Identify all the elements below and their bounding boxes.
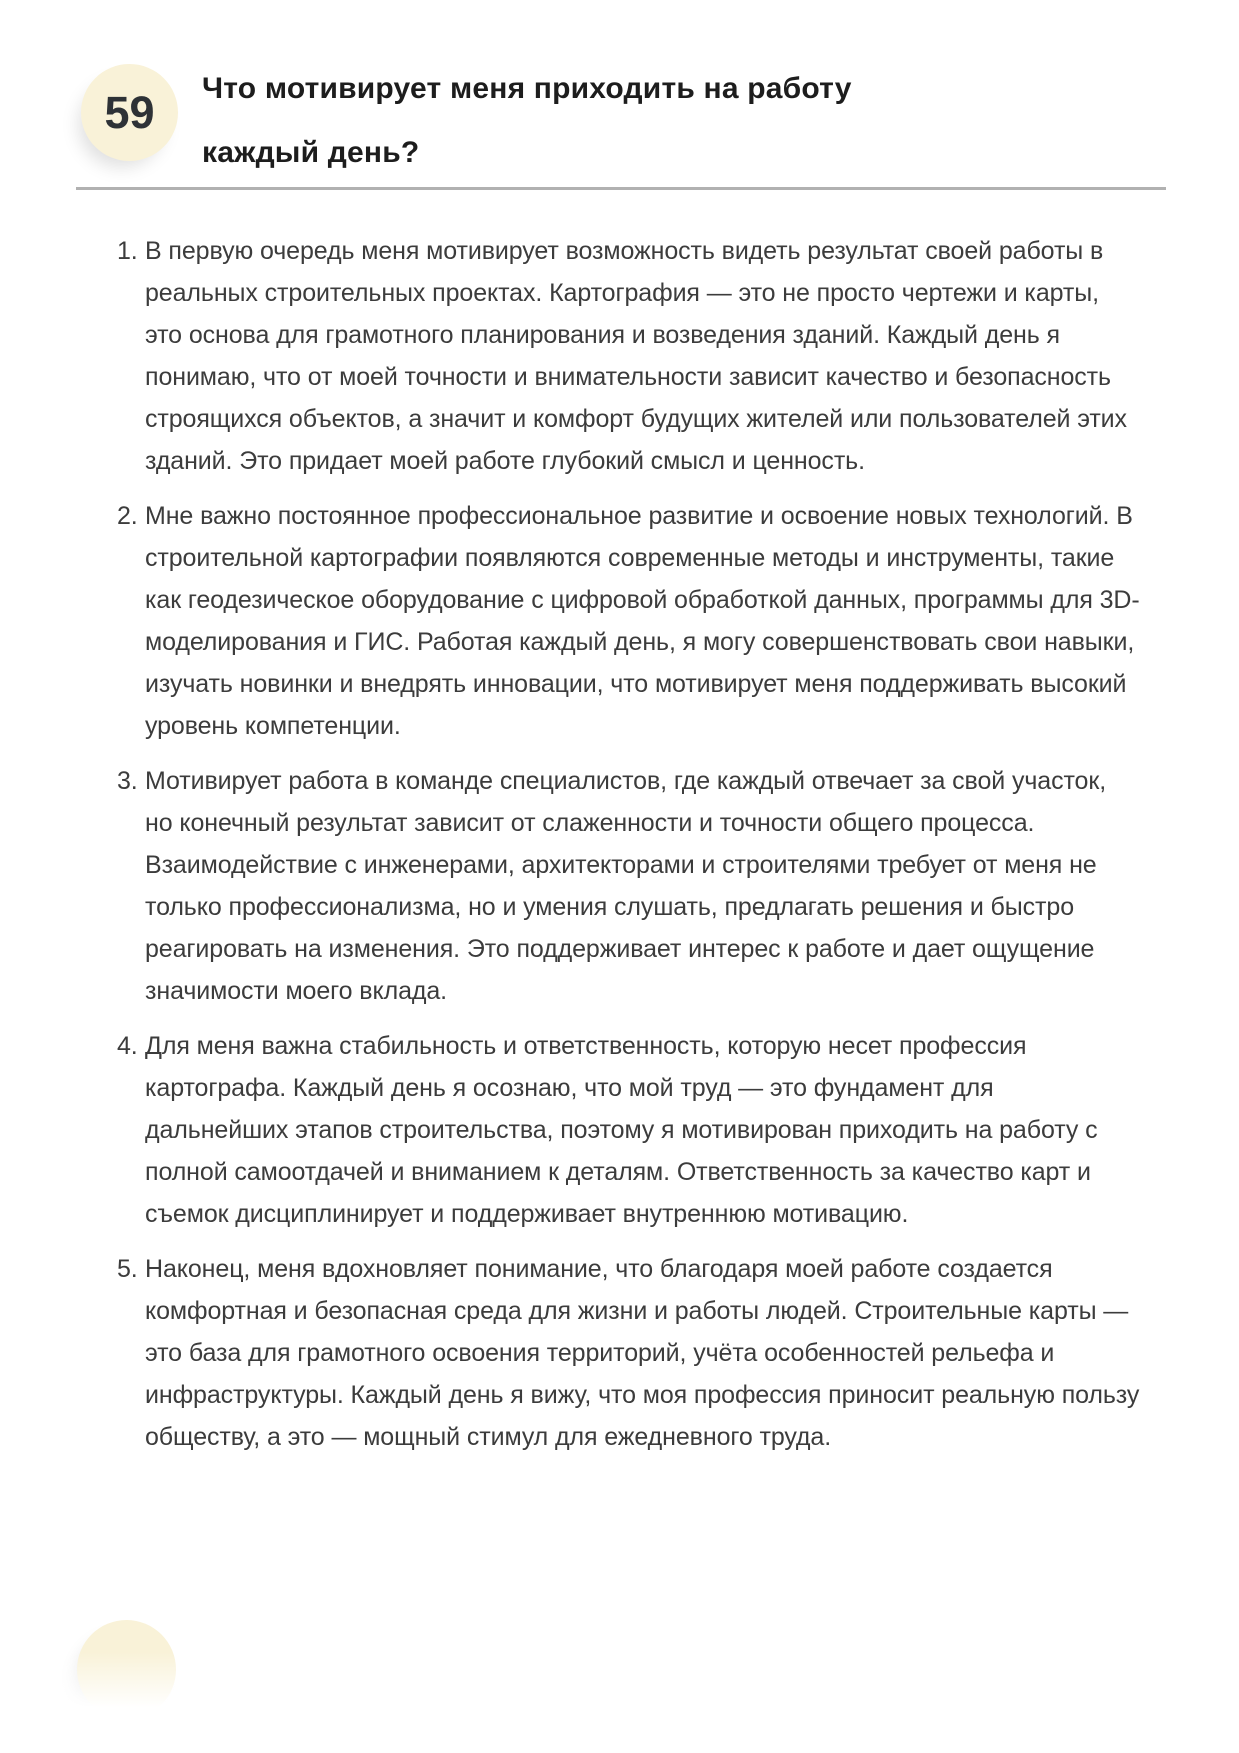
- header-divider: [76, 187, 1166, 190]
- question-title-line-2: каждый день?: [202, 136, 420, 169]
- answer-number: 4.: [117, 1032, 138, 1060]
- answers-list: [108, 230, 1140, 1471]
- bottom-fade-overlay: [40, 1652, 220, 1753]
- question-title-line-1: Что мотивирует меня приходить на работу: [202, 72, 852, 105]
- answer-number: 5.: [117, 1255, 138, 1283]
- answer-item-5: [108, 1248, 1140, 1458]
- answer-text: Для меня важна стабильность и ответственность, которую несет профессия картографа. Каждый день я осознаю, что мой труд — это фундамент для дальнейших этапов строительства, поэтому я мотивирован приходить на работу с полной самоотдачей и вниманием к деталям. Ответственность за качество карт и съемок дисциплинирует и поддерживает внутреннюю мотивацию.: [145, 1032, 1098, 1228]
- answer-number: 3.: [117, 767, 138, 795]
- question-title: [202, 57, 1132, 185]
- answer-item-2: [108, 495, 1140, 747]
- answer-text: В первую очередь меня мотивирует возможность видеть результат своей работы в реальных строительных проектах. Картография — это не просто чертежи и карты, это основа для грамотного планирования и возведения зданий. Каждый день я понимаю, что от моей точности и внимательности зависит качество и безопасность строящихся объектов, а значит и комфорт будущих жителей или пользователей этих зданий. Это придает моей работе глубокий смысл и ценность.: [145, 237, 1127, 475]
- answer-text: Наконец, меня вдохновляет понимание, что благодаря моей работе создается комфортная и безопасная среда для жизни и работы людей. Строительные карты — это база для грамотного освоения территорий, учёта особенностей рельефа и инфраструктуры. Каждый день я вижу, что моя профессия приносит реальную пользу обществу, а это — мощный стимул для ежедневного труда.: [145, 1255, 1140, 1451]
- answer-number: 2.: [117, 502, 138, 530]
- answer-item-3: [108, 760, 1140, 1012]
- answer-text: Мне важно постоянное профессиональное развитие и освоение новых технологий. В строительной картографии появляются современные методы и инструменты, такие как геодезическое оборудование с цифровой обработкой данных, программы для 3D-моделирования и ГИС. Работая каждый день, я могу совершенствовать свои навыки, изучать новинки и внедрять инновации, что мотивирует меня поддерживать высокий уровень компетенции.: [145, 502, 1140, 740]
- answer-number: 1.: [117, 237, 138, 265]
- answer-item-4: [108, 1025, 1140, 1235]
- question-number: 59: [104, 86, 155, 138]
- answer-item-1: [108, 230, 1140, 482]
- answer-text: Мотивирует работа в команде специалистов, где каждый отвечает за свой участок, но конечный результат зависит от слаженности и точности общего процесса. Взаимодействие с инженерами, архитекторами и строителями требует от меня не только профессионализма, но и умения слушать, предлагать решения и быстро реагировать на изменения. Это поддерживает интерес к работе и дает ощущение значимости моего вклада.: [145, 767, 1107, 1005]
- question-number-badge: [81, 64, 178, 161]
